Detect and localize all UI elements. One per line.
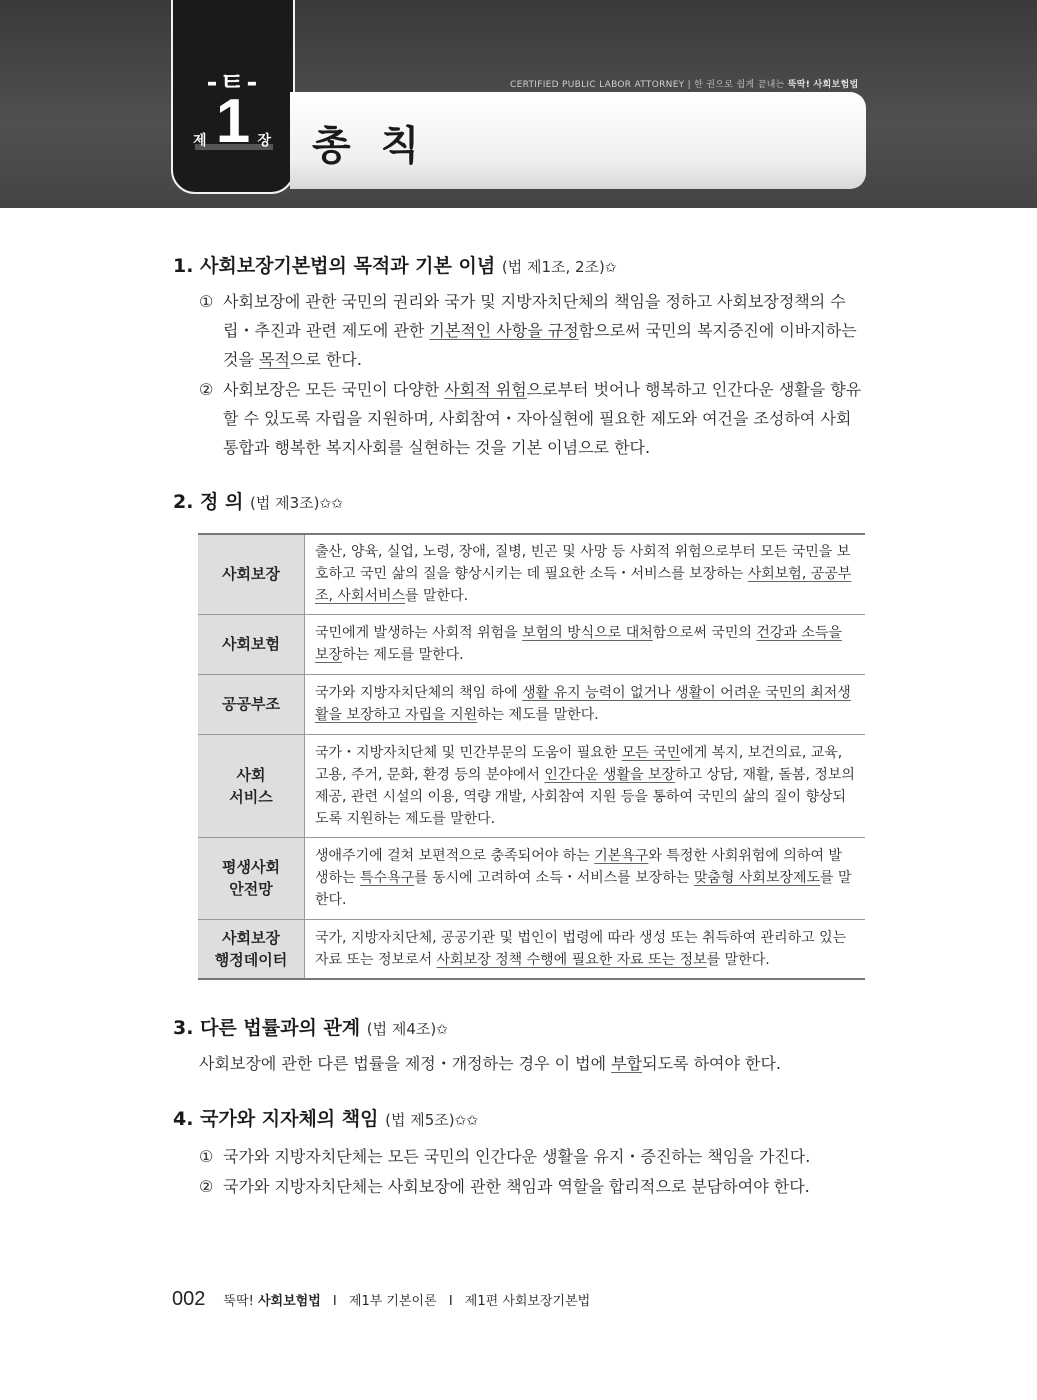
definition-cell [305, 837, 866, 919]
term-cell: 공공부조 [198, 674, 305, 734]
text-segment: 되도록 하여야 한다. [642, 1054, 782, 1073]
text-segment: 사회보장은 모든 국민이 다양한 [223, 380, 445, 399]
term-line: 서비스 [229, 787, 273, 806]
definition-cell [305, 919, 866, 979]
footer-part: 제1부 기본이론 [348, 1294, 437, 1309]
table-row [198, 614, 865, 674]
footer-chapter: 제1편 사회보장기본법 [464, 1294, 591, 1309]
text-segment: 함으로써 국민의 [652, 625, 757, 641]
text-segment: 를 말한다. [315, 870, 852, 908]
text-segment: 생애주기에 걸쳐 보편적으로 충족되어야 하는 [315, 848, 595, 864]
term-line: 사회보장 [222, 928, 280, 947]
term-cell: 사회보험 [198, 614, 305, 674]
definition-cell [305, 674, 866, 734]
chapter-prefix: 제 [193, 133, 207, 149]
chapter-title: 총 칙 [312, 123, 428, 169]
text-segment: 으로 한다. [289, 350, 362, 369]
text-segment: 출산, 양육, 실업, 노령, 장애, 질병, 빈곤 및 사망 등 사회적 위험으로부터 모든 국민을 보호하고 국민 삶의 질을 향상시키는 데 필요한 소득・서비스를 보장하는 [315, 544, 851, 583]
footer-divider: I [448, 1294, 453, 1309]
section-title: 1. 사회보장기본법의 목적과 기본 이념 [173, 255, 496, 277]
item-marker: ① [199, 292, 214, 311]
page-number: 002 [172, 1288, 206, 1310]
text-segment: 국가와 지방자치단체의 책임 하에 [315, 685, 523, 701]
text-segment: 국가・지방자치단체 및 민간부문의 도움이 필요한 [315, 744, 622, 761]
underlined-text: 기본욕구 [594, 848, 649, 864]
term-cell: 사회보장 [198, 534, 305, 614]
term-line: 사회 [236, 765, 266, 784]
section-law-ref: (법 제1조, 2조) [501, 258, 605, 276]
underlined-text: 생활 유지 능력이 없거나 생활이 어려운 국민의 최저생활을 보장하고 자립을 지원 [315, 685, 851, 723]
text-segment: 사회보장에 관한 국민의 권리와 국가 및 지방자치단체의 책임을 정하고 사회보장정책의 수립・추진과 관련 제도에 관한 [223, 292, 846, 340]
term-line: 안전망 [229, 880, 273, 898]
definition-cell [305, 534, 866, 614]
chapter-header-band [0, 0, 1037, 208]
section-heading-3 [173, 1013, 448, 1040]
definition-cell [305, 734, 866, 837]
text-segment: 하는 제도를 말한다. [477, 707, 599, 723]
book-title: 사회보험법 [257, 1294, 321, 1309]
underlined-text: 목적 [259, 350, 290, 369]
term-cell [198, 919, 305, 979]
section-title: 3. 다른 법률과의 관계 [173, 1017, 361, 1039]
term-line: 행정데이터 [214, 950, 288, 969]
chapter-number-row [173, 87, 293, 164]
importance-stars: ✩✩ [319, 496, 343, 512]
table-row [198, 837, 865, 919]
section-law-ref: (법 제5조) [385, 1111, 455, 1129]
section-heading-2 [173, 487, 343, 514]
page-footer [172, 1288, 590, 1311]
term-cell [198, 734, 305, 837]
text-segment: 하고 상담, 재활, 돌봄, 정보의 제공, 관련 시설의 이용, 역량 개발, 사회참여 지원 등을 통하여 국민의 삶의 질이 향상되도록 지원하는 제도를 말한다. [315, 766, 855, 827]
underlined-text: 사회보장 정책 수행에 필요한 자료 또는 정보 [436, 951, 707, 968]
text-segment: 를 동시에 고려하여 소득・서비스를 보장하는 [414, 870, 694, 886]
section-heading-4 [173, 1104, 478, 1131]
underlined-text: 사회적 위험 [444, 380, 527, 399]
section-4-item-1 [199, 1142, 866, 1171]
underlined-text: 건강과 소득을 보장 [315, 625, 842, 663]
text-segment: 를 말한다. [405, 588, 469, 605]
section-title: 4. 국가와 지자체의 책임 [173, 1108, 379, 1130]
section-heading-1 [173, 251, 617, 278]
section-title: 2. 정 의 [173, 491, 244, 513]
table-row [198, 919, 865, 979]
text-segment: 국민에게 발생하는 사회적 위험을 [315, 625, 523, 641]
section-4-item-2 [199, 1172, 866, 1201]
definition-cell [305, 614, 866, 674]
section-1-item-2 [199, 375, 866, 462]
underlined-text: 사회보험, 공공부조, 사회서비스 [315, 566, 852, 605]
item-text: 국가와 지방자치단체는 사회보장에 관한 책임과 역할을 합리적으로 분담하여야 한다. [223, 1177, 810, 1196]
text-segment: 함으로써 국민의 복지증진에 이바지하는 것을 [223, 321, 857, 369]
underlined-text: 맞춤형 사회보장제도 [693, 870, 820, 886]
table-row [198, 674, 865, 734]
term-line: 평생사회 [222, 858, 280, 876]
chapter-suffix: 장 [257, 133, 271, 149]
underlined-text: 기본적인 사항을 규정 [429, 321, 579, 340]
chapter-number: 1 [215, 87, 251, 156]
chapter-tab [171, 0, 295, 194]
underlined-text: 인간다운 생활을 보장 [544, 766, 676, 783]
underlined-text: 부합 [611, 1054, 643, 1073]
section-law-ref: (법 제4조) [366, 1020, 437, 1038]
text-segment: 에게 복지, 보건의료, 교육, 고용, 주거, 문화, 환경 등의 분야에서 [315, 744, 843, 783]
text-segment: 사회보장에 관한 다른 법률을 제정・개정하는 경우 이 법에 [199, 1054, 612, 1073]
series-line-text: CERTIFIED PUBLIC LABOR ATTORNEY | 한 권으로 쉽게 끝내는 [510, 80, 788, 90]
item-text: 국가와 지방자치단체는 모든 국민의 인간다운 생활을 유지・증진하는 책임을 가진다. [223, 1147, 811, 1166]
text-segment: 와 특정한 사회위험에 의하여 발생하는 [315, 848, 842, 886]
importance-stars: ✩✩ [454, 1113, 479, 1129]
section-law-ref: (법 제3조) [250, 494, 320, 512]
table-row [198, 734, 865, 837]
importance-stars: ✩ [436, 1022, 448, 1038]
text-segment: 를 말한다. [706, 951, 770, 968]
footer-divider: I [332, 1294, 337, 1309]
underlined-text: 특수욕구 [360, 870, 415, 886]
section-1-item-1 [199, 287, 866, 374]
book-prefix: 뚝딱! [223, 1294, 254, 1309]
text-segment: 하는 제도를 말한다. [342, 647, 464, 663]
item-marker: ② [199, 380, 214, 399]
series-line-book: 뚝딱! 사회보험법 [787, 80, 859, 90]
table-row [198, 534, 865, 614]
series-line [510, 77, 859, 90]
chapter-title-box [290, 92, 866, 189]
definitions-table [198, 533, 865, 980]
item-marker: ① [199, 1147, 214, 1166]
underlined-text: 보험의 방식으로 대처 [522, 625, 653, 641]
chapter-glyph: -ㅌ- [206, 68, 260, 98]
section-3-text [199, 1049, 866, 1078]
importance-stars: ✩ [604, 260, 617, 276]
underlined-text: 모든 국민 [621, 744, 681, 761]
text-segment: 국가, 지방자치단체, 공공기관 및 법인이 법령에 따라 생성 또는 취득하여 관리하고 있는 자료 또는 정보로서 [315, 929, 847, 968]
text-segment: 으로부터 벗어나 행복하고 인간다운 생활을 향유할 수 있도록 자립을 지원하며, 사회참여・자아실현에 필요한 제도와 여건을 조성하여 사회통합과 행복한 복지사회를 실현하는 것을 기본 이념으로 한다. [223, 380, 862, 457]
item-marker: ② [199, 1177, 214, 1196]
term-cell [198, 837, 305, 919]
